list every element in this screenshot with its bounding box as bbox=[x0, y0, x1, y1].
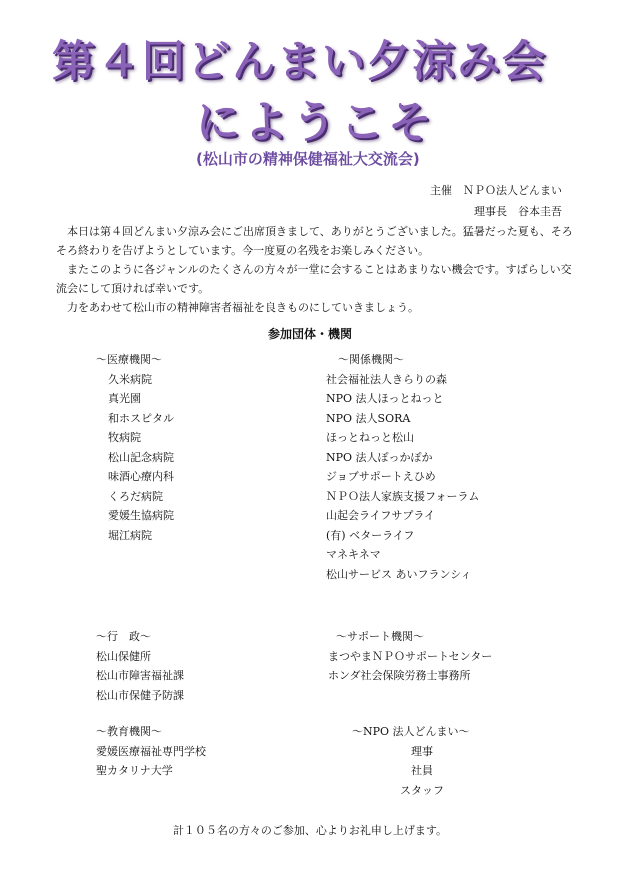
paragraph: 本日は第４回どんまい夕涼み会にご出席頂きまして、ありがとうございました。猛暑だった夏も、そろそろ終わりを告げようとしています。今一度夏の名残をお楽しみください。 bbox=[56, 225, 573, 257]
page-title-line2: にようこそ bbox=[196, 97, 436, 148]
list-item: まつやまＮＰＯサポートセンター bbox=[328, 649, 493, 663]
list-item: 松山市保健予防課 bbox=[96, 688, 184, 702]
list-item: 久米病院 bbox=[108, 372, 152, 386]
list-item: スタッフ bbox=[400, 783, 444, 797]
page-title: 第４回どんまい夕涼み会 bbox=[52, 37, 547, 87]
group-admin bbox=[96, 627, 184, 705]
list-item: 和ホスピタル bbox=[108, 411, 174, 425]
list-item: 社会福祉法人きらりの森 bbox=[326, 372, 447, 386]
group-heading: ～行 政～ bbox=[96, 630, 151, 643]
paragraph: 力をあわせて松山市の精神障害者福祉を良きものにしていきましょう。 bbox=[67, 301, 419, 314]
list-item: 山起会ライフサプライ bbox=[326, 509, 436, 522]
group-npo-donmai bbox=[352, 722, 492, 800]
list-item: 社員 bbox=[411, 764, 433, 777]
list-item: ジョブサポートえひめ bbox=[326, 470, 436, 483]
list-item: 松山記念病院 bbox=[108, 450, 174, 464]
list-item: 松山保健所 bbox=[96, 649, 151, 663]
group-heading: ～NPO 法人どんまい～ bbox=[352, 725, 470, 738]
subtitle: (松山市の精神保健福祉大交流会) bbox=[196, 150, 420, 168]
section-title: 参加団体・機関 bbox=[267, 327, 352, 341]
list-item: 松山サービス あいフランシィ bbox=[326, 567, 472, 581]
organizer-host: 主催 ＮＰＯ法人どんまい bbox=[430, 184, 562, 197]
list-item: NPO 法人ほっとねっと bbox=[326, 392, 444, 405]
organizer-chair: 理事長 谷本圭吾 bbox=[474, 205, 562, 218]
group-related bbox=[326, 350, 479, 584]
list-item: 牧病院 bbox=[108, 431, 141, 444]
list-item: 愛媛生協病院 bbox=[108, 509, 174, 522]
greeting-text bbox=[56, 222, 576, 317]
group-education bbox=[96, 722, 206, 781]
list-item: 松山市障害福祉課 bbox=[96, 669, 184, 682]
group-heading: ～教育機関～ bbox=[96, 725, 162, 738]
group-medical bbox=[96, 350, 174, 545]
list-item: NPO 法人SORA bbox=[326, 411, 411, 425]
group-heading: ～医療機関～ bbox=[96, 353, 162, 366]
paragraph: またこのように各ジャンルのたくさんの方々が一堂に会することはあまりない機会です。すばらしい交流会にして頂ければ幸いです。 bbox=[56, 263, 572, 295]
group-support bbox=[328, 627, 493, 686]
organizer-block bbox=[430, 180, 562, 222]
list-item: くろだ病院 bbox=[108, 489, 163, 503]
list-item: ホンダ社会保険労務士事務所 bbox=[328, 669, 471, 682]
group-heading: ～サポート機関～ bbox=[336, 630, 424, 643]
list-item: 堀江病院 bbox=[108, 528, 152, 542]
list-item: マネキネマ bbox=[326, 548, 381, 561]
list-item: 味酒心療内科 bbox=[108, 470, 174, 483]
group-heading: ～関係機関～ bbox=[338, 353, 404, 366]
footer-thanks: 計１０５名の方々のご参加、心よりお礼申し上げます。 bbox=[172, 824, 448, 837]
list-item: 真光園 bbox=[108, 392, 141, 405]
list-item: (有) ベターライフ bbox=[326, 528, 415, 542]
list-item: 聖カタリナ大学 bbox=[96, 764, 173, 777]
list-item: ほっとねっと松山 bbox=[326, 431, 414, 444]
list-item: NPO 法人ぽっかぽか bbox=[326, 450, 433, 464]
list-item: 愛媛医療福祉専門学校 bbox=[96, 744, 206, 758]
list-item: 理事 bbox=[411, 744, 433, 758]
list-item: ＮＰＯ法人家族支援フォーラム bbox=[326, 489, 480, 503]
